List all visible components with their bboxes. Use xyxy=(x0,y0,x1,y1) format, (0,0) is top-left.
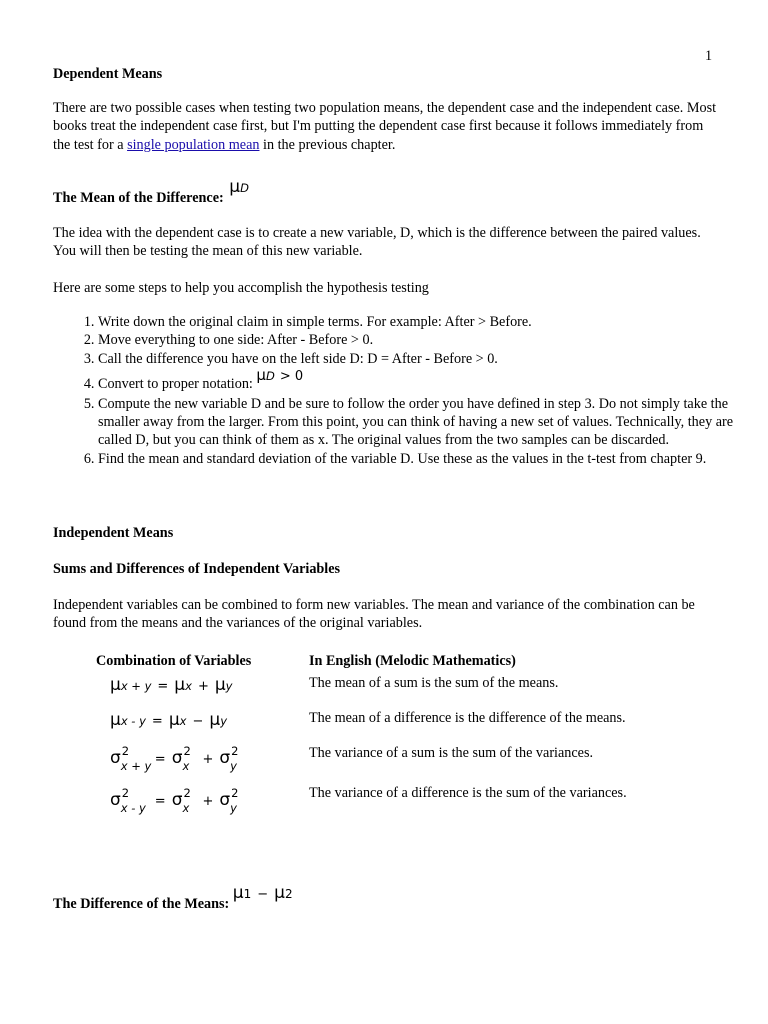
formula-mean-of-sum: μx + y = μx + μy xyxy=(110,675,233,695)
difference-of-means-heading-row xyxy=(53,883,723,914)
heading-dependent-means: Dependent Means xyxy=(53,66,163,82)
single-population-mean-link[interactable]: single population mean xyxy=(127,136,260,153)
step-4-text: Convert to proper notation: xyxy=(98,376,253,393)
row-text-variance-of-difference: The variance of a difference is the sum of the variances. xyxy=(309,785,627,801)
heading-difference-of-means: The Difference of the Means: xyxy=(53,896,230,912)
mu-d-symbol: μD xyxy=(229,177,249,197)
formula-variance-of-difference: σ 2 x - y = σ 2 x + σ 2 y xyxy=(110,786,239,815)
row-text-variance-of-sum: The variance of a sum is the sum of the variances. xyxy=(309,745,594,761)
table-header-combination: Combination of Variables xyxy=(96,653,252,669)
steps-intro-paragraph: Here are some steps to help you accomplish the hypothesis testing xyxy=(53,280,429,296)
step-item: 5. Compute the new variable D and be sure to follow the order you have defined in step 3. Do not simply take the smaller away from the larger. From this point, you can think of having a new set of values. Technically, they are called D, but you can think of them as x. The original values from the two samples can be discarded. xyxy=(98,395,758,450)
steps-list xyxy=(53,313,758,468)
row-text-mean-of-difference: The mean of a difference is the difference of the means. xyxy=(309,710,626,726)
formula-mean-of-difference: μx - y = μx − μy xyxy=(110,710,227,730)
row-text-mean-of-sum: The mean of a sum is the sum of the means. xyxy=(309,675,559,691)
formula-variance-of-sum: σ 2 x + y = σ 2 x + σ 2 y xyxy=(110,744,239,773)
dependent-idea-paragraph: The idea with the dependent case is to create a new variable, D, which is the difference between the paired values. You will then be testing the mean of this new variable. xyxy=(53,225,701,260)
mean-of-difference-heading-row xyxy=(53,177,723,207)
intro-text-1: There are two possible cases when testing two population means, the dependent case and the independent case. Most books treat the independent case first, but I'm putting the dependent case first because it follows immediately from the test for a xyxy=(53,100,717,153)
mu-d-greater-zero-formula: μD > 0 xyxy=(256,366,304,385)
intro-text-2: in the previous chapter. xyxy=(259,136,396,153)
heading-mean-of-difference: The Mean of the Difference: xyxy=(53,190,224,206)
mu1-minus-mu2-formula: μ1 − μ2 xyxy=(232,883,293,903)
independent-variables-paragraph: Independent variables can be combined to form new variables. The mean and variance of the combination can be found from the means and the variances of the original variables. xyxy=(53,597,695,632)
step-item: 2. Move everything to one side: After - Before > 0. xyxy=(98,331,758,349)
step-item: 6. Find the mean and standard deviation of the variable D. Use these as the values in the t-test from chapter 9. xyxy=(98,450,758,468)
heading-independent-means: Independent Means xyxy=(53,525,174,541)
intro-paragraph xyxy=(53,99,723,154)
table-header-english: In English (Melodic Mathematics) xyxy=(309,653,516,669)
step-item: 1. Write down the original claim in simple terms. For example: After > Before. xyxy=(98,313,758,331)
page-number: 1 xyxy=(705,48,713,64)
heading-sums-differences: Sums and Differences of Independent Variables xyxy=(53,561,341,577)
step-item xyxy=(98,366,758,394)
step-item: 3. Call the difference you have on the left side D: D = After - Before > 0. xyxy=(98,350,758,368)
